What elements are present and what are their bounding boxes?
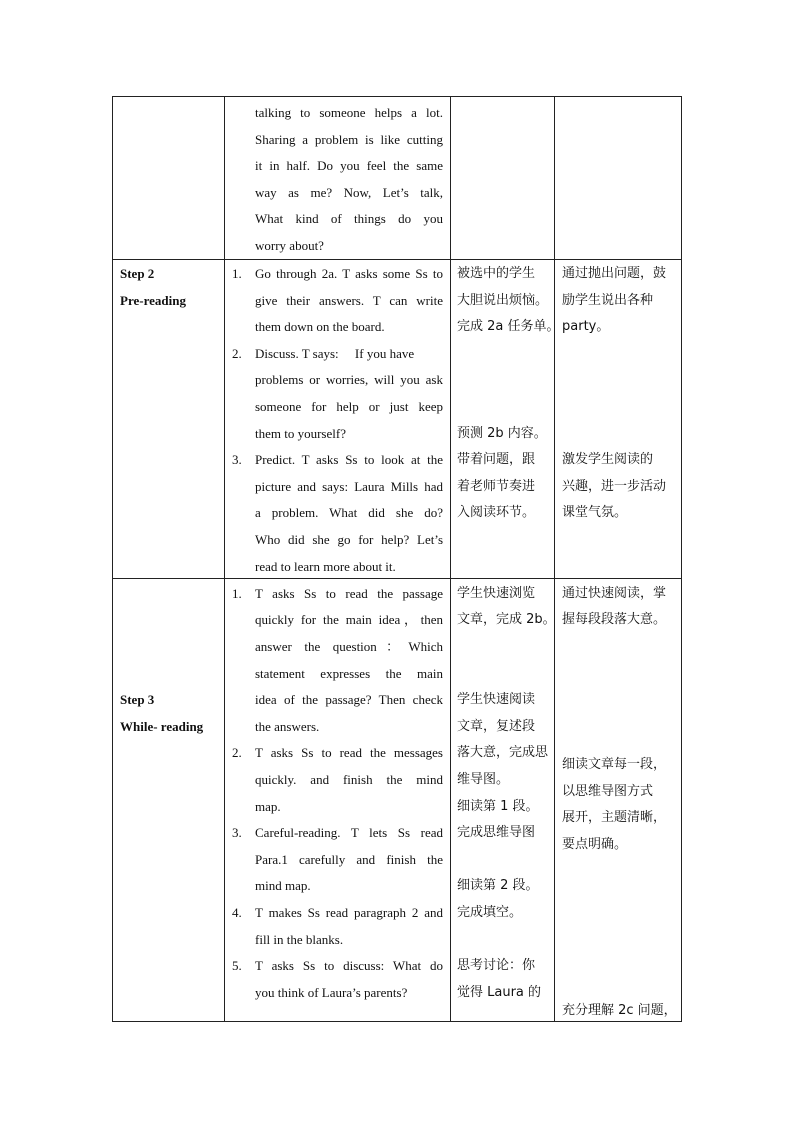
purpose-line: 握每段段落大意。 xyxy=(562,612,667,628)
activity-number: 4. xyxy=(232,905,242,920)
activity-line: quickly. and finish the mind xyxy=(255,772,443,787)
student-line: 被选中的学生 xyxy=(457,266,536,281)
column-divider-2 xyxy=(450,96,451,1022)
student-line: 文章，完成 2b。 xyxy=(457,612,556,628)
activity-line: Discuss. T says: If you have xyxy=(255,345,415,361)
student-line: 学生快速阅读 xyxy=(457,692,536,708)
purpose-line: 励学生说出各种 xyxy=(562,292,654,308)
activity-line: them to yourself? xyxy=(255,425,346,441)
activity-line: picture and says: Laura Mills had xyxy=(255,478,443,494)
activity-line: What kind of things do you xyxy=(255,211,443,227)
student-line: 文章，复述段 xyxy=(457,718,536,734)
activity-line: way as me? Now, Let’s talk, xyxy=(255,184,443,200)
activity-number: 3. xyxy=(232,452,242,468)
purpose-line: 课堂气氛。 xyxy=(562,505,628,521)
activity-number: 1. xyxy=(232,585,242,601)
activity-line: a problem. What did she do? xyxy=(255,505,443,521)
student-line: 着老师节奏进 xyxy=(457,478,536,494)
activity-line: problems or worries, will you ask xyxy=(255,372,443,388)
activity-line: T asks Ss to read the passage xyxy=(255,585,443,601)
activity-line: someone for help or just keep xyxy=(255,399,443,414)
purpose-line: 展开，主题清晰， xyxy=(562,810,667,826)
activity-number: 2. xyxy=(232,745,242,761)
stage-label: Pre-reading xyxy=(120,292,186,308)
activity-line: T asks Ss to read the messages xyxy=(255,745,443,761)
activity-line: the answers. xyxy=(255,718,320,734)
activity-line: Who did she go for help? Let’s xyxy=(255,532,443,547)
step-label: Step 2 xyxy=(120,266,155,281)
activity-line: statement expresses the main xyxy=(255,665,443,681)
student-line: 觉得 Laura 的 xyxy=(457,984,542,1000)
activity-line: Para.1 carefully and finish the xyxy=(255,851,443,867)
activity-line: mind map. xyxy=(255,878,311,894)
table-border-right xyxy=(681,96,682,1022)
student-line: 维导图。 xyxy=(457,772,510,787)
activity-line: you think of Laura’s parents? xyxy=(255,984,408,1000)
activity-line: idea of the passage? Then check xyxy=(255,692,443,708)
row-divider-1 xyxy=(112,259,682,260)
stage-label: While- reading xyxy=(120,719,204,734)
activity-line: map. xyxy=(255,798,281,814)
activity-line: T makes Ss read paragraph 2 and xyxy=(255,905,443,920)
purpose-line: 充分理解 2c 问题， xyxy=(562,1003,677,1018)
activity-line: talking to someone helps a lot. xyxy=(255,105,443,120)
column-divider-1 xyxy=(224,96,225,1022)
table-border-top xyxy=(112,96,682,97)
student-line: 带着问题，跟 xyxy=(457,452,536,468)
purpose-line: 通过抛出问题，鼓 xyxy=(562,266,667,281)
purpose-line: 以思维导图方式 xyxy=(562,783,654,799)
purpose-line: 通过快速阅读，掌 xyxy=(562,585,667,601)
activity-line: Go through 2a. T asks some Ss to xyxy=(255,266,443,281)
column-divider-3 xyxy=(554,96,555,1022)
activity-line: fill in the blanks. xyxy=(255,931,344,947)
purpose-line: 兴趣，进一步活动 xyxy=(562,478,667,494)
student-line: 完成填空。 xyxy=(457,905,523,920)
student-line: 大胆说出烦恼。 xyxy=(457,292,549,308)
student-line: 完成思维导图 xyxy=(457,825,536,841)
student-line: 思考讨论：你 xyxy=(457,958,536,974)
activity-number: 5. xyxy=(232,958,242,974)
table-border-left xyxy=(112,96,113,1022)
activity-number: 1. xyxy=(232,266,242,281)
student-line: 细读第 2 段。 xyxy=(457,878,539,894)
activity-line: answer the question：Which xyxy=(255,639,443,654)
purpose-line: party。 xyxy=(562,319,610,335)
activity-line: quickly for the main idea，then xyxy=(255,612,443,628)
activity-line: Predict. T asks Ss to look at the xyxy=(255,452,443,468)
activity-line: them down on the board. xyxy=(255,319,385,335)
student-line: 细读第 1 段。 xyxy=(457,798,539,814)
student-line: 学生快速浏览 xyxy=(457,585,536,601)
step-label: Step 3 xyxy=(120,692,155,707)
student-line: 入阅读环节。 xyxy=(457,505,536,521)
activity-line: Sharing a problem is like cutting xyxy=(255,131,443,147)
activity-line: T asks Ss to discuss: What do xyxy=(255,958,443,974)
purpose-line: 激发学生阅读的 xyxy=(562,452,654,468)
purpose-line: 细读文章每一段， xyxy=(562,757,667,772)
student-line: 落大意，完成思 xyxy=(457,745,549,761)
purpose-line: 要点明确。 xyxy=(562,836,628,852)
activity-line: read to learn more about it. xyxy=(255,558,396,574)
student-line: 预测 2b 内容。 xyxy=(457,425,547,441)
activity-number: 2. xyxy=(232,345,242,361)
activity-line: worry about? xyxy=(255,238,324,253)
row-divider-2 xyxy=(112,578,682,579)
activity-number: 3. xyxy=(232,825,242,841)
activity-line: give their answers. T can write xyxy=(255,292,443,308)
activity-line: it in half. Do you feel the same xyxy=(255,158,443,174)
student-line: 完成 2a 任务单。 xyxy=(457,319,560,335)
activity-line: Careful-reading. T lets Ss read xyxy=(255,825,443,841)
